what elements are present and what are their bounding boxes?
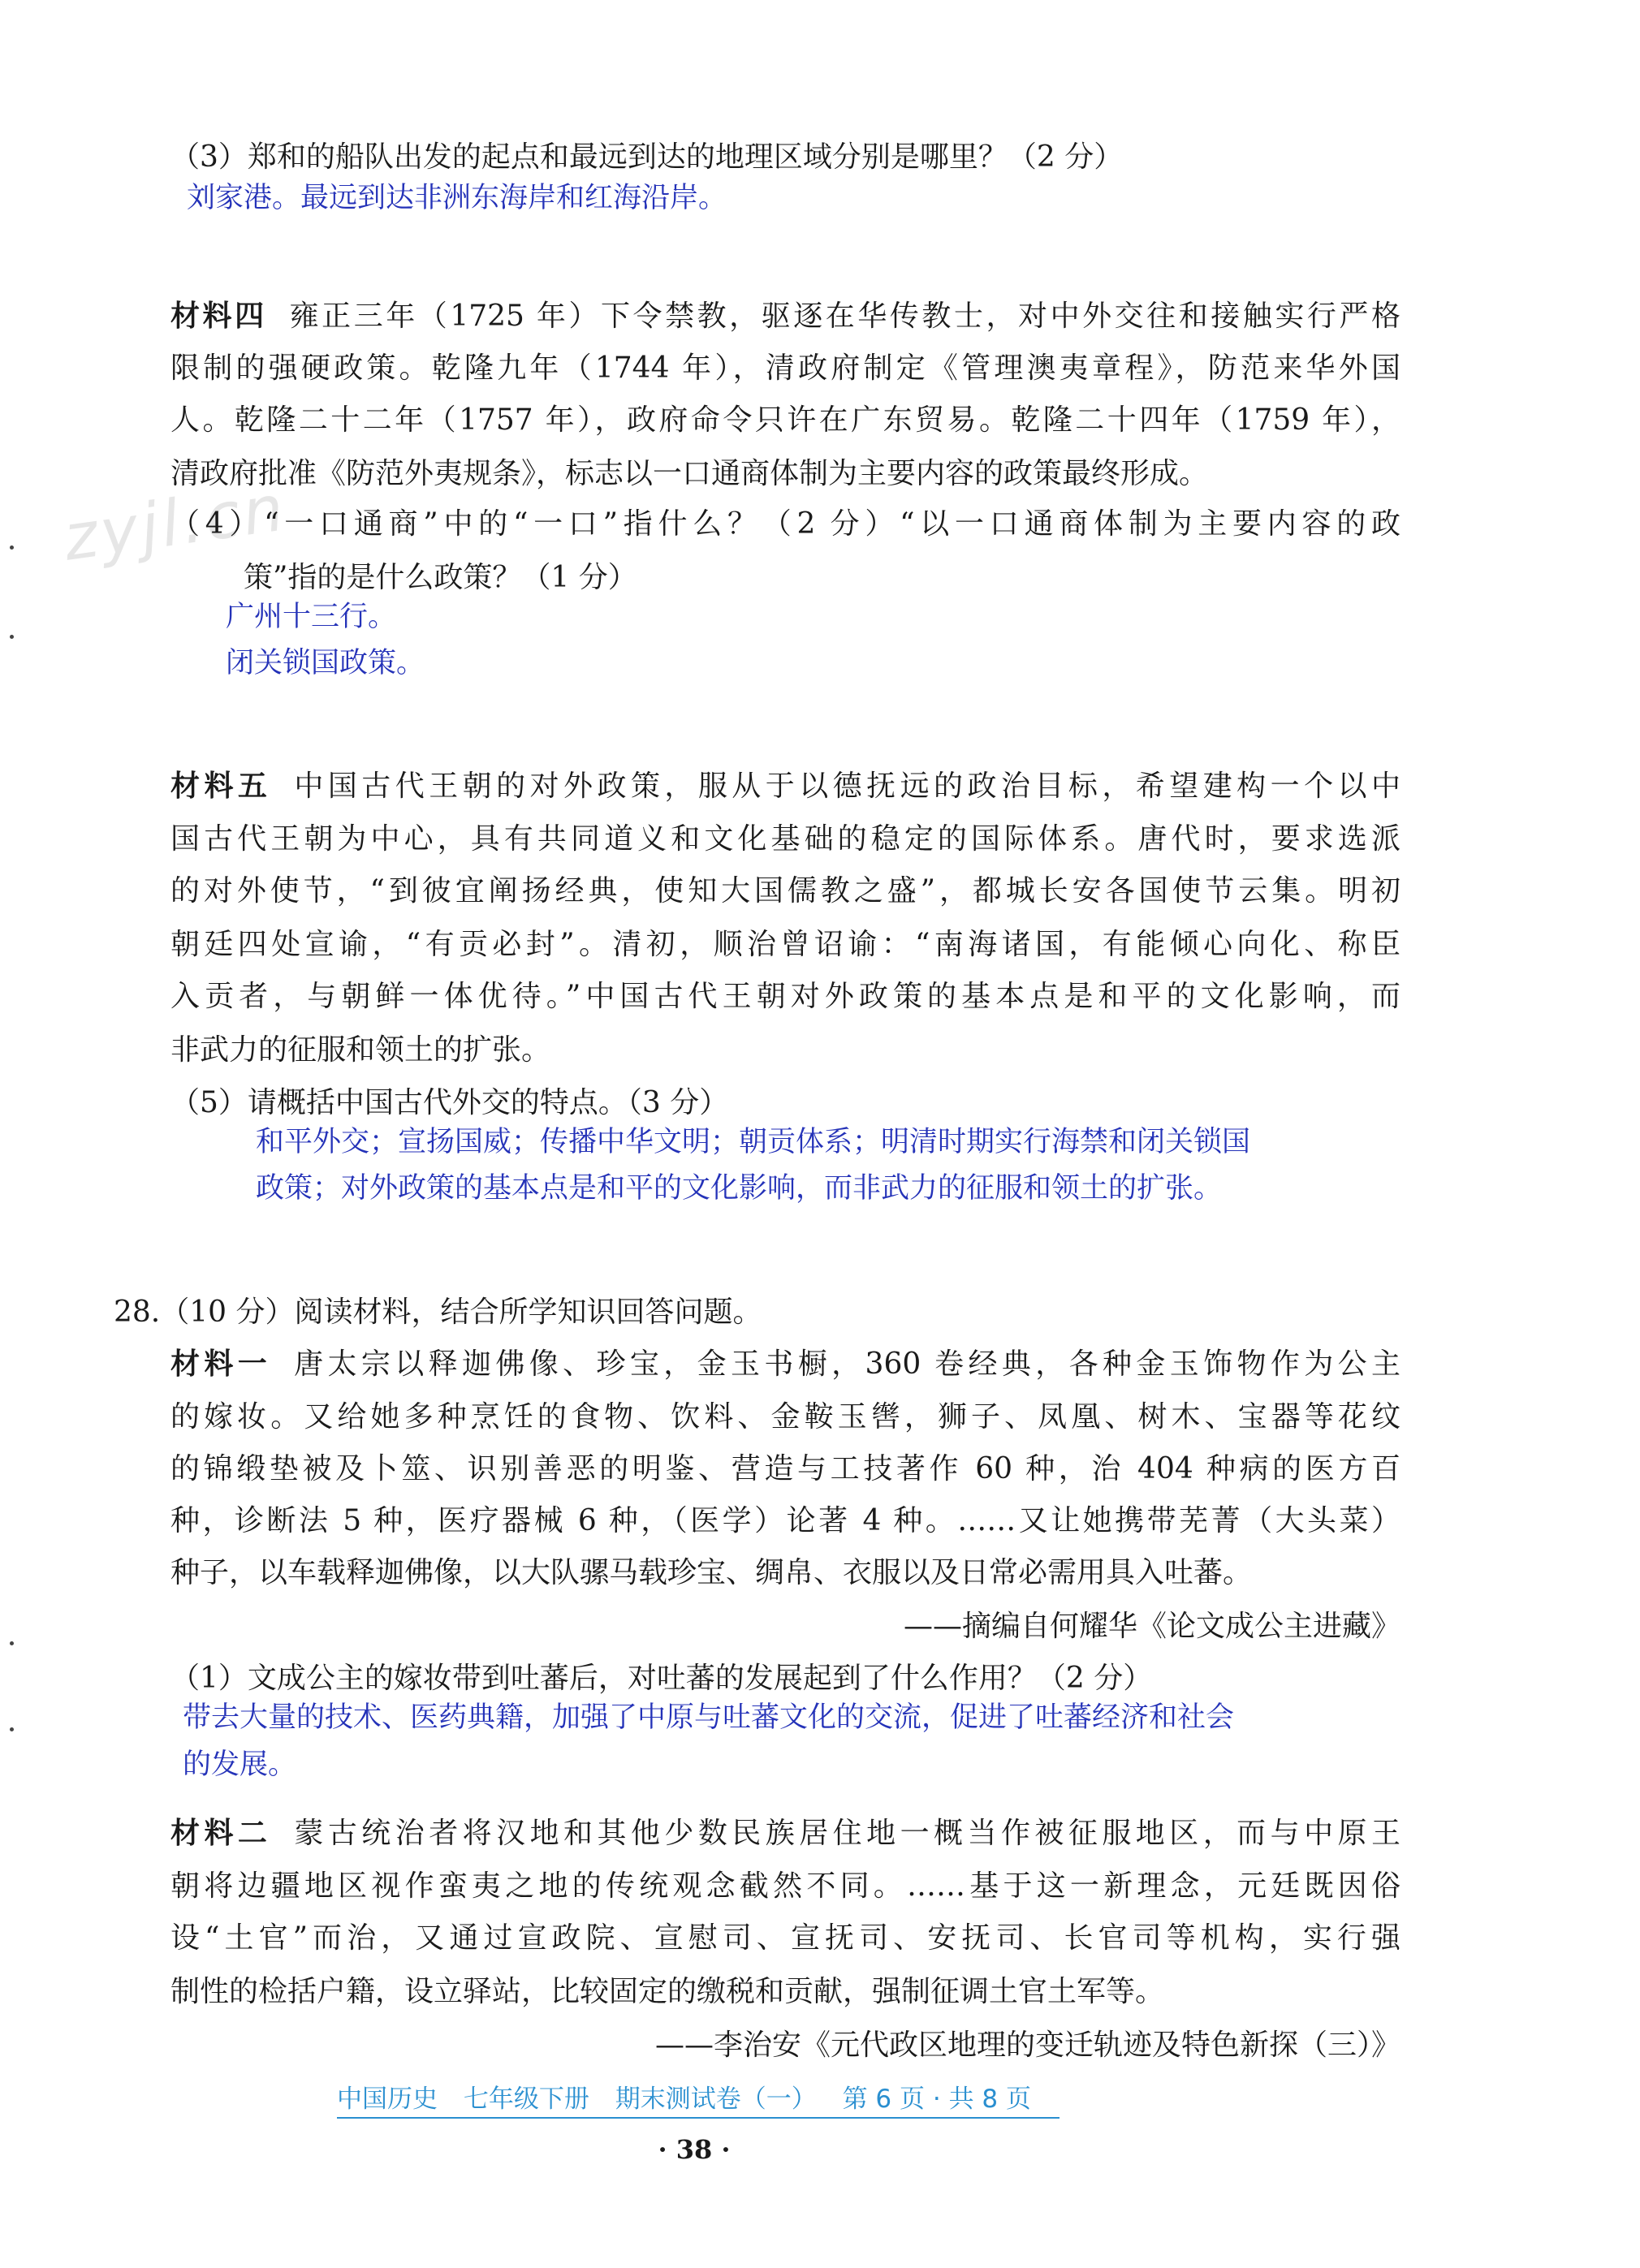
source-citation: ——李治安《元代政区地理的变迁轨迹及特色新探（三）》 [654,2029,1400,2062]
material-label: 材料四 [170,299,267,333]
answer-5: 和平外交；宣扬国威；传播中华文明；朝贡体系；明清时期实行海禁和闭关锁国 [256,1126,1251,1158]
margin-mark [10,1641,14,1645]
answer-4b: 闭关锁国政策。 [226,647,425,679]
material-label: 材料二 [170,1816,272,1850]
material-5-line: 朝廷四处宣谕，“有贡必封”。清初，顺治曾诏谕：“南海诸国，有能倾心向化、称臣 [170,928,1400,961]
margin-mark [10,545,14,550]
material-5-line: 材料五 中国古代王朝的对外政策，服从于以德抚远的政治目标，希望建构一个以中 [170,769,1400,803]
material-5-line: 入贡者，与朝鲜一体优待。”中国古代王朝对外政策的基本点是和平的文化影响，而 [170,980,1400,1013]
material-4-line: 材料四 雍正三年（1725 年）下令禁教，驱逐在华传教士，对中外交往和接触实行严格 [170,299,1400,333]
material-2-line: 材料二 蒙古统治者将汉地和其他少数民族居住地一概当作被征服地区，而与中原王 [170,1816,1400,1850]
material-4-line: 清政府批准《防范外夷规条》，标志以一口通商体制为主要内容的政策最终形成。 [170,457,1209,490]
footer-exam: 期末测试卷（一） [615,2085,817,2114]
material-label: 材料五 [170,769,272,803]
question-5: （5）请概括中国古代外交的特点。（3 分） [170,1086,729,1119]
question-28-1: （1）文成公主的嫁妆带到吐蕃后，对吐蕃的发展起到了什么作用？（2 分） [170,1662,1153,1695]
material-5-line: 的对外使节，“到彼宜阐扬经典，使知大国儒教之盛”，都城长安各国使节云集。明初 [170,874,1400,908]
material-1-line: 材料一 唐太宗以释迦佛像、珍宝，金玉书橱，360 卷经典，各种金玉饰物作为公主 [170,1347,1400,1381]
footer-bar [337,2083,1060,2119]
footer-subject: 中国历史 [337,2085,438,2114]
margin-mark [10,1727,14,1731]
material-1-line: 的锦缎垫被及卜筮、识别善恶的明鉴、营造与工技著作 60 种，治 404 种病的医方百 [170,1452,1400,1485]
material-1-line: 种子，以车载释迦佛像，以大队骡马载珍宝、绸帛、衣服以及日常必需用具入吐蕃。 [170,1556,1253,1589]
material-2-line: 制性的检括户籍，设立驿站，比较固定的缴税和贡献，强制征调土官土军等。 [170,1975,1165,2008]
answer-4a: 广州十三行。 [226,601,397,633]
answer-28-1-cont: 的发展。 [183,1748,297,1781]
source-citation: ——摘编自何耀华《论文成公主进藏》 [903,1610,1400,1643]
material-5-line: 国古代王朝为中心，具有共同道义和文化基础的稳定的国际体系。唐代时，要求选派 [170,822,1400,856]
footer-page-info: 第 6 页 · 共 8 页 [842,2085,1032,2114]
question-4-cont: 策”指的是什么政策？（1 分） [244,561,637,594]
material-label: 材料一 [170,1347,272,1381]
material-5-line: 非武力的征服和领土的扩张。 [170,1033,551,1067]
margin-mark [10,635,14,639]
answer-3: 刘家港。最远到达非洲东海岸和红海沿岸。 [187,182,727,214]
material-4-line: 限制的强硬政策。乾隆九年（1744 年），清政府制定《管理澳夷章程》，防范来华外国 [170,351,1400,385]
question-28-header: 28.（10 分）阅读材料，结合所学知识回答问题。 [114,1296,762,1329]
material-2-line: 设“土官”而治，又通过宣政院、宣慰司、宣抚司、安抚司、长官司等机构，实行强 [170,1921,1400,1955]
material-1-line: 的嫁妆。又给她多种烹饪的食物、饮料、金鞍玉辔，狮子、凤凰、树木、宝器等花纹 [170,1400,1400,1434]
material-2-line: 朝将边疆地区视作蛮夷之地的传统观念截然不同。……基于这一新理念，元廷既因俗 [170,1869,1400,1903]
answer-28-1: 带去大量的技术、医药典籍，加强了中原与吐蕃文化的交流，促进了吐蕃经济和社会 [183,1701,1235,1734]
material-4-line: 人。乾隆二十二年（1757 年），政府命令只许在广东贸易。乾隆二十四年（1759 年）， [170,403,1400,437]
material-1-line: 种，诊断法 5 种，医疗器械 6 种，（医学）论著 4 种。……又让她携带芜菁（大头菜） [170,1504,1400,1537]
page-number: · 38 · [658,2134,731,2165]
watermark: zyjl.cn [59,472,291,576]
question-3: （3）郑和的船队出发的起点和最远到达的地理区域分别是哪里？（2 分） [170,140,1124,174]
answer-5-cont: 政策；对外政策的基本点是和平的文化影响，而非武力的征服和领土的扩张。 [256,1172,1223,1205]
footer-grade: 七年级下册 [463,2085,589,2114]
question-4: （4）“一口通商”中的“一口”指什么？（2 分）“以一口通商体制为主要内容的政 [170,507,1400,541]
